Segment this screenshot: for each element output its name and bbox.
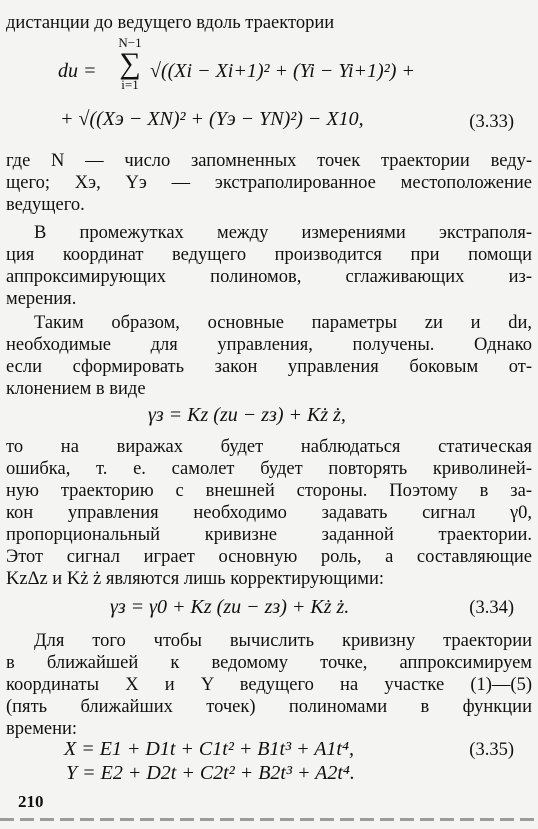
equation-3-34: γз = γ0 + Kz (zи − zз) + Kż ż.	[110, 596, 350, 618]
equation-3-33-lhs: dи =	[58, 60, 97, 82]
page-edge-scan-artifact	[0, 818, 538, 821]
summation-symbol	[110, 36, 150, 92]
text-line: то на виражах будет наблюдаться статическая	[6, 437, 532, 457]
text-line: В промежутках между измерениями экстраполя-	[34, 223, 532, 243]
equation-number-3-35: (3.35)	[469, 740, 514, 760]
sum-upper-limit: N−1	[118, 35, 142, 50]
sum-lower-limit: i=1	[121, 77, 139, 92]
text-line: Для того чтобы вычислить кривизну траектории	[34, 631, 532, 651]
text-line: дистанции до ведущего вдоль траектории	[6, 13, 335, 33]
sigma-sign: ∑	[119, 47, 141, 80]
page-number: 210	[18, 792, 44, 811]
text-line: (пять ближайших точек) полиномами в функции	[6, 697, 532, 717]
text-line: ошибка, т. е. самолет будет повторять криволиней-	[6, 459, 532, 479]
text-line: координаты X и Y ведущего на участке (1)—(5)	[6, 675, 532, 695]
text-line: если сформировать закон управления боковым от-	[6, 357, 532, 377]
text-line: в ближайшей к ведомому точке, аппроксимируем	[6, 653, 532, 673]
equation-3-33-line2: + √((Xэ − XN)² + (Yэ − YN)²) − X10,	[60, 108, 364, 130]
text-line: где N — число запомненных точек траектории веду-	[6, 151, 532, 171]
text-line: Этот сигнал играет основную роль, а составляющие	[6, 547, 532, 567]
text-line: клонением в виде	[6, 379, 146, 399]
text-line: ведущего.	[6, 195, 85, 215]
text-line: пропорциональный кривизне заданной траектории.	[6, 525, 532, 545]
equation-number-3-33: (3.33)	[469, 112, 514, 132]
equation-3-33-line1: √((Xi − Xi+1)² + (Yi − Yi+1)²) +	[150, 60, 415, 82]
text-line: времени:	[6, 719, 78, 739]
equation-3-35-x: X = E1 + D1t + C1t² + B1t³ + A1t⁴,	[64, 738, 354, 760]
text-line: кон управления необходимо задавать сигнал γ0,	[6, 503, 532, 523]
equation-number-3-34: (3.34)	[469, 598, 514, 618]
text-line: Таким образом, основные параметры zи и dи,	[34, 313, 532, 333]
equation-3-35-y: Y = E2 + D2t + C2t² + B2t³ + A2t⁴.	[66, 762, 355, 784]
text-line: щего; Xэ, Yэ — экстраполированное местоположение	[6, 173, 532, 193]
text-line: аппроксимирующих полиномов, сглаживающих из-	[6, 267, 532, 287]
text-line: мерения.	[6, 289, 77, 309]
text-line: ция координат ведущего производится при помощи	[6, 245, 532, 265]
text-line: ную траекторию с внешней стороны. Поэтому в за-	[6, 481, 532, 501]
text-line: необходимые для управления, получены. Однако	[6, 335, 532, 355]
text-line: KzΔz и Kż ż являются лишь корректирующими:	[6, 569, 384, 589]
equation-control-law: γз = Kz (zи − zз) + Kż ż,	[148, 404, 346, 426]
